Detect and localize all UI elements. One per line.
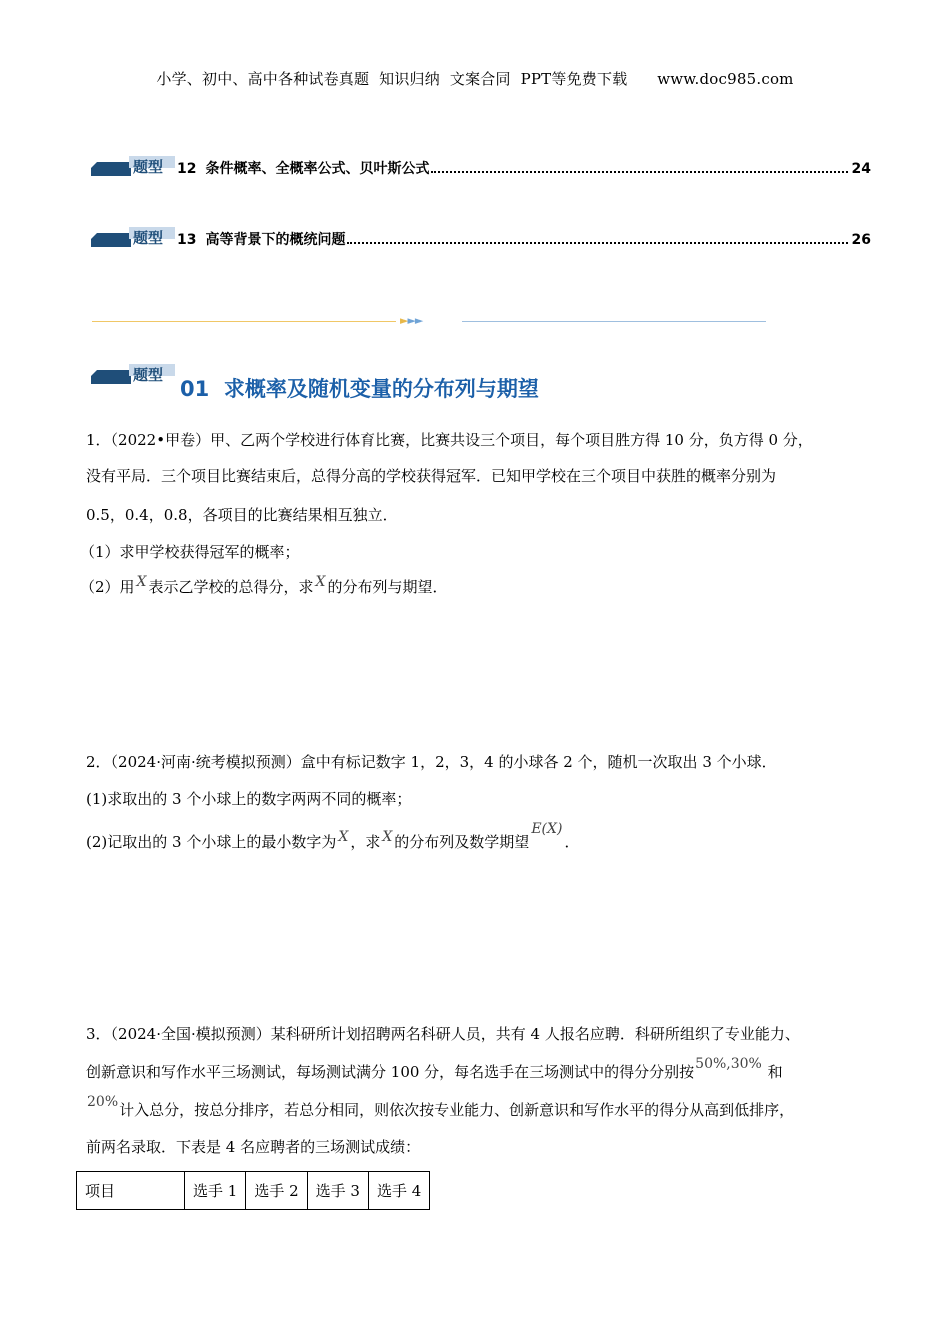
toc-num: 13	[177, 232, 197, 248]
q3-line: 3．（2024·全国·模拟预测）某科研所计划招聘两名科研人员，共有 4 人报名应聘．科研所组织了专业能力、	[86, 1025, 800, 1043]
toc-page: 24	[851, 161, 871, 177]
toc-leader	[347, 242, 847, 244]
svg-text:题型: 题型	[133, 366, 164, 384]
math-var-x: X	[382, 829, 393, 845]
q1-sub1: （1）求甲学校获得冠军的概率；	[80, 543, 300, 561]
divider-line-left	[92, 321, 396, 322]
question-type-badge	[91, 362, 175, 384]
toc-item-12[interactable]	[91, 152, 871, 178]
question-type-badge	[91, 154, 175, 176]
page-header: 小学、初中、高中各种试卷真题 知识归纳 文案合同 PPT等免费下载 www.doc985.com	[156, 70, 794, 88]
q1-sub2: （2）用 X 表示乙学校的总得分，求 X 的分布列与期望．	[80, 574, 448, 596]
math-var-x: X	[338, 829, 349, 845]
q1-line: 没有平局．三个项目比赛结束后，总得分高的学校获得冠军．已知甲学校在三个项目中获胜的概率分别为	[86, 467, 777, 485]
table-header-cell: 选手 2	[246, 1172, 307, 1210]
table-row	[77, 1172, 430, 1210]
divider-line-right	[462, 321, 766, 322]
toc-item-13[interactable]	[91, 223, 871, 249]
q1-line: 1．（2022•甲卷）甲、乙两个学校进行体育比赛，比赛共设三个项目，每个项目胜方得 10 分，负方得 0 分，	[86, 431, 813, 449]
section-title: 01 求概率及随机变量的分布列与期望	[180, 377, 539, 401]
math-var-x: X	[136, 574, 147, 590]
math-percent: 50%,30%	[695, 1056, 762, 1072]
math-expectation: E(X)	[531, 821, 563, 837]
q3-line: 创新意识和写作水平三场测试，每场测试满分 100 分，每名选手在三场测试中的得分分别按50%,30% 和	[86, 1056, 783, 1081]
toc-title: 条件概率、全概率公式、贝叶斯公式	[205, 161, 430, 177]
q3-line: 20%计入总分，按总分排序，若总分相同，则依次按专业能力、创新意识和写作水平的得分从高到低排序，	[87, 1094, 795, 1119]
q2-line: 2．（2024·河南·统考模拟预测）盒中有标记数字 1，2，3，4 的小球各 2 个，随机一次取出 3 个小球．	[86, 753, 777, 771]
math-var-x: X	[315, 574, 326, 590]
svg-text:题型: 题型	[133, 229, 164, 247]
q1-line: 0.5，0.4，0.8，各项目的比赛结果相互独立．	[86, 506, 398, 524]
divider-arrows-icon: ►►►	[400, 314, 423, 327]
toc-title: 高等背景下的概统问题	[205, 232, 346, 248]
math-percent: 20%	[87, 1094, 119, 1110]
q2-sub1: (1)求取出的 3 个小球上的数字两两不同的概率；	[86, 790, 412, 808]
table-header-cell: 选手 4	[368, 1172, 429, 1210]
table-header-cell: 选手 3	[307, 1172, 368, 1210]
q3-line: 前两名录取．下表是 4 名应聘者的三场测试成绩：	[86, 1138, 421, 1156]
table-header-cell: 选手 1	[185, 1172, 246, 1210]
q2-sub2: (2)记取出的 3 个小球上的最小数字为 X ，求 X 的分布列及数学期望E(X)．	[86, 821, 580, 851]
toc-leader	[431, 171, 847, 173]
svg-text:题型: 题型	[133, 158, 164, 176]
toc-page: 26	[851, 232, 871, 248]
table-header-cell: 项目	[77, 1172, 185, 1210]
toc-num: 12	[177, 161, 197, 177]
score-table	[76, 1171, 430, 1210]
question-type-badge	[91, 225, 175, 247]
